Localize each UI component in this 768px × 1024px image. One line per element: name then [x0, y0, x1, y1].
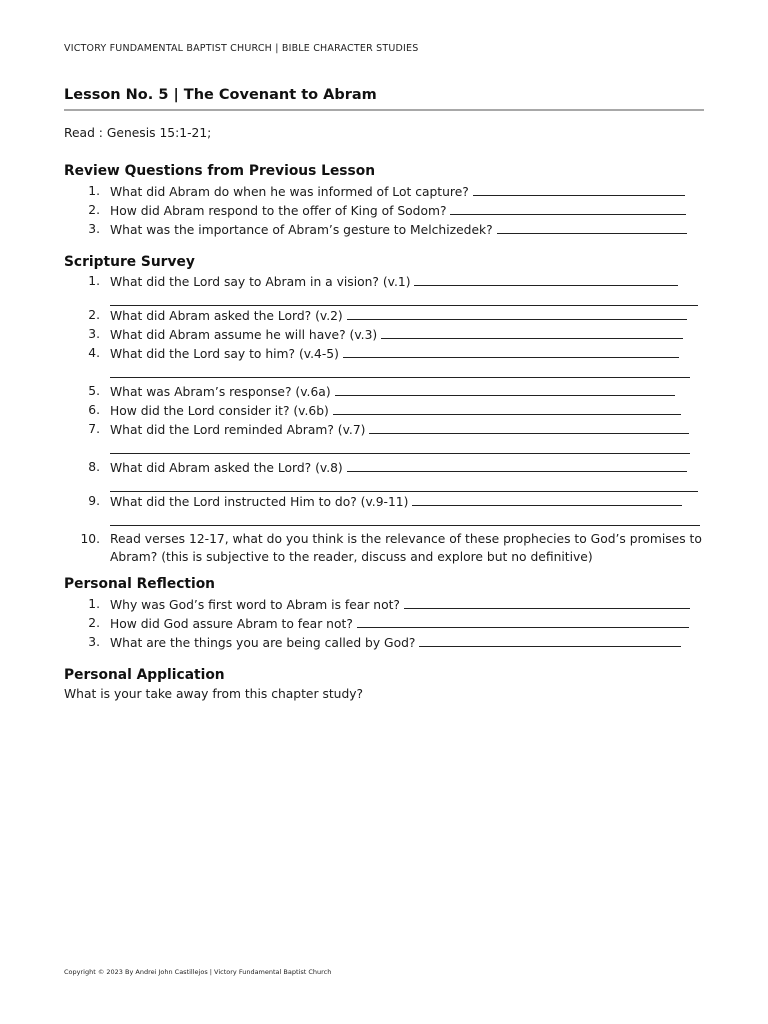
answer-line[interactable]: [333, 401, 681, 415]
reading-reference: Read : Genesis 15:1-21;: [64, 126, 212, 140]
item-number: 6.: [88, 403, 100, 417]
question-text: What was the importance of Abram’s gesture to Melchizedek?: [110, 223, 497, 237]
item-number: 3.: [88, 222, 100, 236]
list-item: [64, 182, 714, 201]
question-text: How did Abram respond to the offer of King of Sodom?: [110, 204, 451, 218]
lesson-title: Lesson No. 5 | The Covenant to Abram: [64, 87, 704, 111]
question-text: What did the Lord reminded Abram? (v.7): [110, 423, 370, 437]
answer-line[interactable]: [473, 182, 685, 196]
question-text: How did God assure Abram to fear not?: [110, 617, 357, 631]
reflection-question-list: [64, 595, 714, 652]
reflection-section-title: Personal Reflection: [64, 576, 215, 592]
item-number: 4.: [88, 346, 100, 360]
item-number: 7.: [88, 422, 100, 436]
list-item: [64, 344, 714, 378]
application-prompt: What is your take away from this chapter study?: [64, 687, 364, 701]
copyright-footer: Copyright © 2023 By Andrei John Castillejos | Victory Fundamental Baptist Church: [64, 968, 332, 976]
list-item: [64, 272, 714, 306]
item-number: 10.: [80, 532, 100, 546]
answer-line[interactable]: [343, 344, 679, 358]
answer-line[interactable]: [110, 439, 690, 454]
question-text: What was Abram’s response? (v.6a): [110, 385, 335, 399]
answer-line[interactable]: [110, 477, 698, 492]
answer-line[interactable]: [369, 420, 689, 434]
answer-line[interactable]: [110, 511, 700, 526]
list-item: [64, 325, 714, 344]
question-text: What did the Lord say to him? (v.4-5): [110, 347, 343, 361]
list-item: [64, 220, 714, 239]
list-item: [64, 201, 714, 220]
list-item: [64, 458, 714, 492]
answer-line[interactable]: [347, 306, 687, 320]
item-number: 5.: [88, 384, 100, 398]
answer-line[interactable]: [335, 382, 675, 396]
list-item: [64, 530, 714, 566]
question-text: What are the things you are being called by God?: [110, 636, 420, 650]
answer-line[interactable]: [110, 291, 698, 306]
item-number: 2.: [88, 616, 100, 630]
item-number: 3.: [88, 327, 100, 341]
page-header: VICTORY FUNDAMENTAL BAPTIST CHURCH | BIBLE CHARACTER STUDIES: [64, 43, 419, 54]
list-item: [64, 614, 714, 633]
item-number: 3.: [88, 635, 100, 649]
answer-line[interactable]: [357, 614, 689, 628]
review-section-title: Review Questions from Previous Lesson: [64, 163, 376, 179]
question-text: Read verses 12-17, what do you think is the relevance of these prophecies to God’s promises to Abram? (this is subjective to the reader, discuss and explore but no definitive): [110, 532, 702, 564]
answer-line[interactable]: [347, 458, 687, 472]
question-text: Why was God’s first word to Abram is fear not?: [110, 598, 404, 612]
list-item: [64, 306, 714, 325]
question-text: What did Abram asked the Lord? (v.2): [110, 309, 347, 323]
item-number: 1.: [88, 597, 100, 611]
answer-line[interactable]: [412, 492, 682, 506]
review-question-list: [64, 182, 714, 239]
survey-question-list: [64, 272, 714, 566]
item-number: 1.: [88, 274, 100, 288]
answer-line[interactable]: [414, 272, 678, 286]
item-number: 1.: [88, 184, 100, 198]
question-text: What did Abram assume he will have? (v.3): [110, 328, 382, 342]
item-number: 9.: [88, 494, 100, 508]
question-text: What did the Lord instructed Him to do? (v.9-11): [110, 495, 413, 509]
item-number: 2.: [88, 203, 100, 217]
list-item: [64, 633, 714, 652]
application-section-title: Personal Application: [64, 667, 225, 683]
question-text: What did the Lord say to Abram in a vision? (v.1): [110, 275, 415, 289]
list-item: [64, 420, 714, 454]
question-text: How did the Lord consider it? (v.6b): [110, 404, 333, 418]
list-item: [64, 595, 714, 614]
answer-line[interactable]: [110, 363, 690, 378]
list-item: [64, 401, 714, 420]
answer-line[interactable]: [450, 201, 686, 215]
survey-section-title: Scripture Survey: [64, 254, 195, 270]
answer-line[interactable]: [497, 220, 687, 234]
item-number: 2.: [88, 308, 100, 322]
list-item: [64, 492, 714, 526]
question-text: What did Abram asked the Lord? (v.8): [110, 461, 347, 475]
answer-line[interactable]: [404, 595, 690, 609]
item-number: 8.: [88, 460, 100, 474]
list-item: [64, 382, 714, 401]
answer-line[interactable]: [381, 325, 683, 339]
question-text: What did Abram do when he was informed of Lot capture?: [110, 185, 473, 199]
answer-line[interactable]: [419, 633, 681, 647]
